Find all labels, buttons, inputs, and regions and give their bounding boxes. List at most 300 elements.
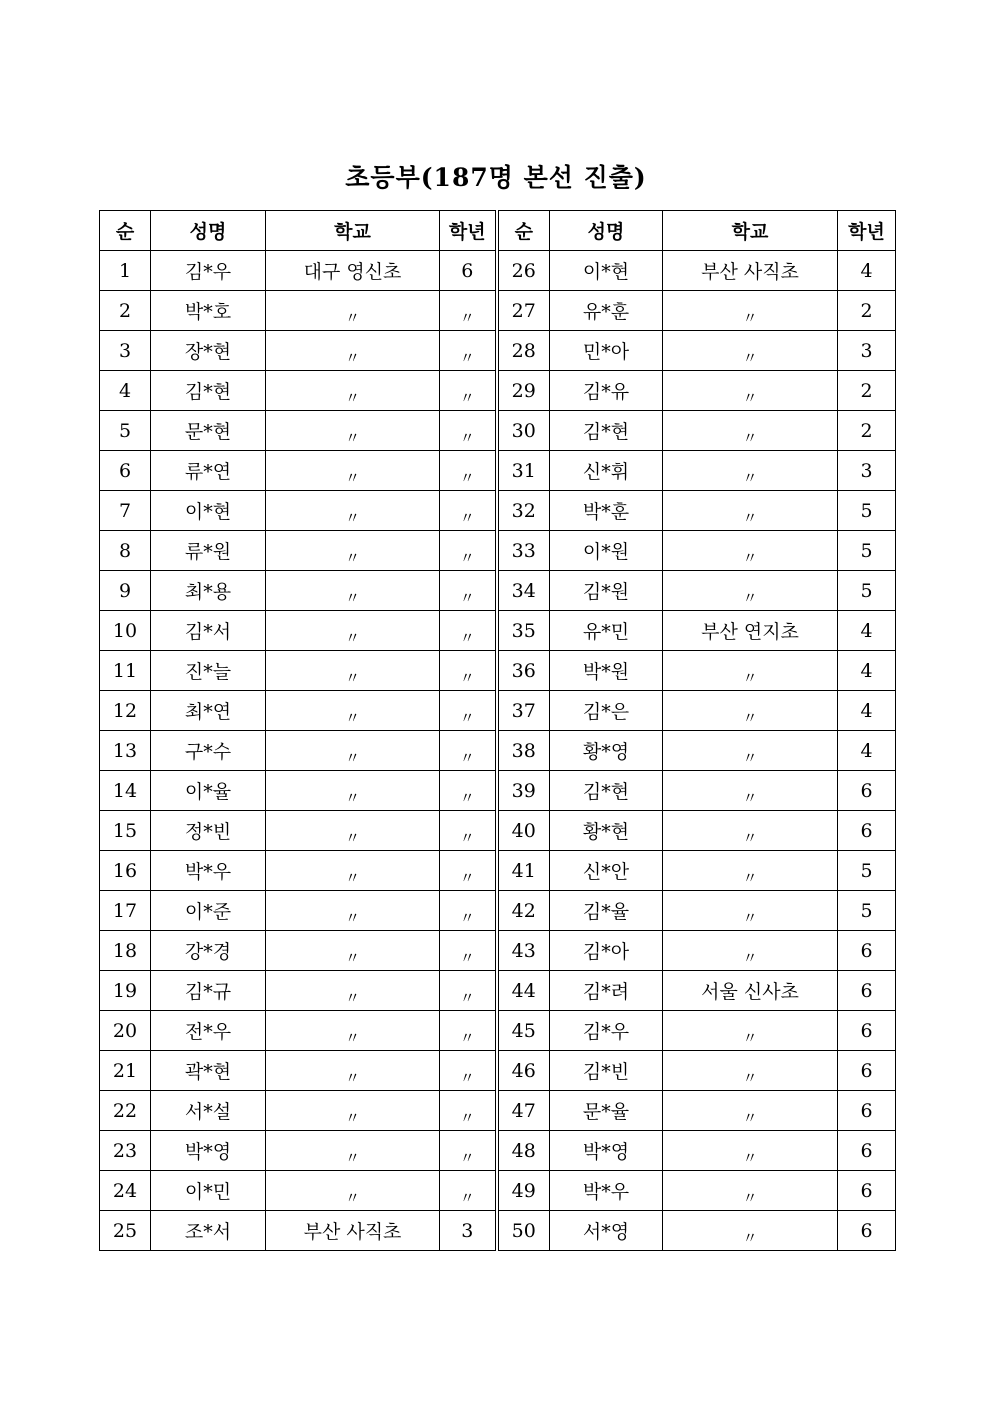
ditto-mark: 〃	[344, 908, 360, 927]
cell-name: 류*원	[151, 531, 266, 571]
table-row	[100, 291, 896, 331]
ditto-mark: 〃	[742, 1068, 758, 1087]
cell-school	[266, 851, 440, 891]
cell-no: 16	[100, 851, 151, 891]
ditto-mark: 〃	[344, 388, 360, 407]
cell-school	[663, 571, 838, 611]
cell-name: 서*설	[151, 1091, 266, 1131]
ditto-mark: 〃	[459, 428, 475, 447]
ditto-mark: 〃	[742, 1108, 758, 1127]
cell-grade: 4	[838, 691, 896, 731]
cell-name: 유*훈	[550, 291, 663, 331]
cell-no: 38	[497, 731, 550, 771]
table-row	[100, 971, 896, 1011]
ditto-mark: 〃	[742, 1188, 758, 1207]
cell-name: 이*현	[550, 251, 663, 291]
ditto-mark: 〃	[344, 1068, 360, 1087]
ditto-mark: 〃	[742, 468, 758, 487]
table-row	[100, 891, 896, 931]
table-row	[100, 851, 896, 891]
cell-grade: 6	[838, 1091, 896, 1131]
ditto-mark: 〃	[344, 708, 360, 727]
table-row	[100, 491, 896, 531]
cell-school	[266, 1171, 440, 1211]
cell-no: 50	[497, 1211, 550, 1251]
header-name: 성명	[550, 211, 663, 251]
cell-grade: 6	[838, 1211, 896, 1251]
table-row	[100, 1211, 896, 1251]
table-row	[100, 771, 896, 811]
cell-grade	[440, 691, 497, 731]
table-row	[100, 411, 896, 451]
cell-name: 이*민	[151, 1171, 266, 1211]
cell-name: 서*영	[550, 1211, 663, 1251]
ditto-mark: 〃	[459, 348, 475, 367]
table-row	[100, 371, 896, 411]
cell-no: 12	[100, 691, 151, 731]
cell-school	[663, 1211, 838, 1251]
cell-no: 10	[100, 611, 151, 651]
cell-no: 13	[100, 731, 151, 771]
cell-no: 24	[100, 1171, 151, 1211]
table-row	[100, 731, 896, 771]
cell-school	[663, 411, 838, 451]
cell-school: 부산 사직초	[266, 1211, 440, 1251]
cell-no: 4	[100, 371, 151, 411]
cell-grade: 5	[838, 891, 896, 931]
cell-school	[266, 411, 440, 451]
cell-no: 45	[497, 1011, 550, 1051]
cell-school	[266, 491, 440, 531]
ditto-mark: 〃	[344, 988, 360, 1007]
ditto-mark: 〃	[742, 668, 758, 687]
cell-grade	[440, 331, 497, 371]
cell-grade: 2	[838, 411, 896, 451]
ditto-mark: 〃	[344, 948, 360, 967]
cell-school	[266, 291, 440, 331]
cell-no: 37	[497, 691, 550, 731]
cell-grade	[440, 1131, 497, 1171]
cell-no: 18	[100, 931, 151, 971]
cell-school	[266, 651, 440, 691]
cell-name: 조*서	[151, 1211, 266, 1251]
table-row	[100, 811, 896, 851]
cell-school	[266, 931, 440, 971]
cell-no: 9	[100, 571, 151, 611]
cell-school	[266, 1051, 440, 1091]
cell-name: 문*현	[151, 411, 266, 451]
cell-school	[663, 931, 838, 971]
cell-name: 김*현	[550, 771, 663, 811]
header-school: 학교	[266, 211, 440, 251]
ditto-mark: 〃	[459, 1188, 475, 1207]
cell-no: 33	[497, 531, 550, 571]
cell-name: 신*휘	[550, 451, 663, 491]
cell-grade: 6	[838, 771, 896, 811]
ditto-mark: 〃	[344, 748, 360, 767]
cell-school	[663, 731, 838, 771]
ditto-mark: 〃	[459, 708, 475, 727]
cell-grade	[440, 731, 497, 771]
ditto-mark: 〃	[459, 1108, 475, 1127]
cell-no: 23	[100, 1131, 151, 1171]
cell-name: 김*원	[550, 571, 663, 611]
cell-name: 곽*현	[151, 1051, 266, 1091]
cell-school	[663, 331, 838, 371]
ditto-mark: 〃	[459, 628, 475, 647]
ditto-mark: 〃	[742, 748, 758, 767]
table-row	[100, 251, 896, 291]
cell-no: 20	[100, 1011, 151, 1051]
cell-name: 김*현	[550, 411, 663, 451]
cell-school	[663, 691, 838, 731]
header-no: 순	[497, 211, 550, 251]
cell-school	[663, 811, 838, 851]
cell-school	[266, 1091, 440, 1131]
cell-no: 30	[497, 411, 550, 451]
cell-grade: 5	[838, 531, 896, 571]
cell-name: 김*우	[151, 251, 266, 291]
table-row	[100, 1091, 896, 1131]
ditto-mark: 〃	[344, 1148, 360, 1167]
cell-name: 이*율	[151, 771, 266, 811]
ditto-mark: 〃	[742, 828, 758, 847]
cell-school	[266, 771, 440, 811]
cell-grade	[440, 571, 497, 611]
cell-grade: 6	[838, 1011, 896, 1051]
ditto-mark: 〃	[742, 308, 758, 327]
cell-grade: 6	[440, 251, 497, 291]
cell-name: 이*원	[550, 531, 663, 571]
ditto-mark: 〃	[742, 868, 758, 887]
cell-name: 전*우	[151, 1011, 266, 1051]
cell-school	[266, 691, 440, 731]
cell-school	[266, 571, 440, 611]
cell-school: 부산 연지초	[663, 611, 838, 651]
cell-school	[663, 1131, 838, 1171]
cell-grade: 6	[838, 931, 896, 971]
header-school: 학교	[663, 211, 838, 251]
cell-name: 박*원	[550, 651, 663, 691]
ditto-mark: 〃	[459, 1028, 475, 1047]
page-title: 초등부(187명 본선 진출)	[345, 163, 647, 192]
cell-no: 3	[100, 331, 151, 371]
cell-school: 부산 사직초	[663, 251, 838, 291]
cell-name: 최*용	[151, 571, 266, 611]
cell-grade	[440, 651, 497, 691]
cell-name: 이*현	[151, 491, 266, 531]
cell-grade: 6	[838, 971, 896, 1011]
ditto-mark: 〃	[344, 588, 360, 607]
cell-grade: 3	[838, 331, 896, 371]
cell-grade	[440, 1051, 497, 1091]
ditto-mark: 〃	[742, 428, 758, 447]
ditto-mark: 〃	[742, 508, 758, 527]
cell-grade	[440, 291, 497, 331]
cell-school	[663, 771, 838, 811]
cell-name: 박*우	[151, 851, 266, 891]
cell-no: 40	[497, 811, 550, 851]
cell-school	[663, 1091, 838, 1131]
table-row	[100, 1171, 896, 1211]
cell-name: 유*민	[550, 611, 663, 651]
ditto-mark: 〃	[459, 908, 475, 927]
table-row	[100, 1011, 896, 1051]
cell-no: 11	[100, 651, 151, 691]
ditto-mark: 〃	[459, 788, 475, 807]
cell-no: 27	[497, 291, 550, 331]
cell-no: 28	[497, 331, 550, 371]
cell-grade: 3	[838, 451, 896, 491]
cell-grade	[440, 611, 497, 651]
ditto-mark: 〃	[344, 348, 360, 367]
cell-no: 29	[497, 371, 550, 411]
cell-no: 25	[100, 1211, 151, 1251]
table-row	[100, 691, 896, 731]
cell-no: 48	[497, 1131, 550, 1171]
ditto-mark: 〃	[459, 548, 475, 567]
ditto-mark: 〃	[459, 868, 475, 887]
ditto-mark: 〃	[344, 628, 360, 647]
cell-grade: 6	[838, 811, 896, 851]
ditto-mark: 〃	[459, 1068, 475, 1087]
cell-school	[663, 451, 838, 491]
cell-name: 김*빈	[550, 1051, 663, 1091]
table-row	[100, 651, 896, 691]
cell-no: 17	[100, 891, 151, 931]
ditto-mark: 〃	[344, 1028, 360, 1047]
cell-grade	[440, 531, 497, 571]
cell-school	[663, 291, 838, 331]
cell-name: 김*아	[550, 931, 663, 971]
cell-grade	[440, 811, 497, 851]
cell-no: 1	[100, 251, 151, 291]
cell-name: 박*영	[151, 1131, 266, 1171]
ditto-mark: 〃	[742, 588, 758, 607]
cell-no: 2	[100, 291, 151, 331]
ditto-mark: 〃	[344, 468, 360, 487]
table-row	[100, 451, 896, 491]
cell-name: 김*려	[550, 971, 663, 1011]
cell-name: 정*빈	[151, 811, 266, 851]
cell-grade	[440, 451, 497, 491]
ditto-mark: 〃	[344, 1108, 360, 1127]
header-row	[100, 211, 896, 251]
cell-no: 39	[497, 771, 550, 811]
ditto-mark: 〃	[344, 668, 360, 687]
ditto-mark: 〃	[344, 828, 360, 847]
cell-name: 강*경	[151, 931, 266, 971]
ditto-mark: 〃	[459, 1148, 475, 1167]
ditto-mark: 〃	[344, 508, 360, 527]
cell-school	[266, 731, 440, 771]
cell-grade: 4	[838, 251, 896, 291]
cell-grade	[440, 971, 497, 1011]
cell-school	[266, 891, 440, 931]
cell-grade	[440, 1171, 497, 1211]
ditto-mark: 〃	[459, 468, 475, 487]
cell-school: 대구 영신초	[266, 251, 440, 291]
cell-name: 김*우	[550, 1011, 663, 1051]
cell-no: 5	[100, 411, 151, 451]
ditto-mark: 〃	[742, 1228, 758, 1247]
table-row	[100, 1131, 896, 1171]
cell-name: 진*늘	[151, 651, 266, 691]
header-no: 순	[100, 211, 151, 251]
ditto-mark: 〃	[742, 548, 758, 567]
ditto-mark: 〃	[742, 948, 758, 967]
cell-grade	[440, 771, 497, 811]
ditto-mark: 〃	[742, 1148, 758, 1167]
cell-grade: 5	[838, 491, 896, 531]
cell-name: 김*유	[550, 371, 663, 411]
cell-grade: 4	[838, 611, 896, 651]
cell-school	[663, 851, 838, 891]
table-row	[100, 1051, 896, 1091]
cell-grade	[440, 371, 497, 411]
table-row	[100, 531, 896, 571]
cell-name: 문*율	[550, 1091, 663, 1131]
cell-no: 41	[497, 851, 550, 891]
cell-school	[266, 451, 440, 491]
cell-school: 서울 신사초	[663, 971, 838, 1011]
roster-table	[99, 210, 896, 1251]
cell-grade: 2	[838, 371, 896, 411]
ditto-mark: 〃	[344, 1188, 360, 1207]
ditto-mark: 〃	[459, 588, 475, 607]
header-grade: 학년	[838, 211, 896, 251]
cell-name: 최*연	[151, 691, 266, 731]
cell-grade	[440, 931, 497, 971]
cell-name: 박*우	[550, 1171, 663, 1211]
cell-school	[663, 1011, 838, 1051]
cell-name: 민*아	[550, 331, 663, 371]
cell-name: 김*현	[151, 371, 266, 411]
cell-school	[663, 891, 838, 931]
cell-name: 황*영	[550, 731, 663, 771]
ditto-mark: 〃	[344, 868, 360, 887]
cell-grade: 6	[838, 1051, 896, 1091]
ditto-mark: 〃	[459, 828, 475, 847]
ditto-mark: 〃	[742, 788, 758, 807]
table-row	[100, 931, 896, 971]
cell-no: 42	[497, 891, 550, 931]
cell-grade	[440, 1011, 497, 1051]
cell-no: 36	[497, 651, 550, 691]
cell-grade	[440, 491, 497, 531]
ditto-mark: 〃	[459, 508, 475, 527]
cell-name: 황*현	[550, 811, 663, 851]
ditto-mark: 〃	[344, 428, 360, 447]
ditto-mark: 〃	[459, 388, 475, 407]
cell-no: 31	[497, 451, 550, 491]
cell-school	[663, 1171, 838, 1211]
ditto-mark: 〃	[344, 548, 360, 567]
cell-grade	[440, 1091, 497, 1131]
ditto-mark: 〃	[459, 748, 475, 767]
cell-no: 6	[100, 451, 151, 491]
cell-grade: 5	[838, 851, 896, 891]
cell-name: 김*규	[151, 971, 266, 1011]
cell-name: 신*안	[550, 851, 663, 891]
cell-school	[663, 651, 838, 691]
cell-school	[266, 371, 440, 411]
cell-school	[663, 531, 838, 571]
table-row	[100, 571, 896, 611]
cell-name: 김*서	[151, 611, 266, 651]
cell-name: 박*영	[550, 1131, 663, 1171]
cell-name: 장*현	[151, 331, 266, 371]
cell-school	[266, 971, 440, 1011]
cell-grade: 6	[838, 1171, 896, 1211]
header-name: 성명	[151, 211, 266, 251]
cell-grade: 2	[838, 291, 896, 331]
cell-school	[266, 1011, 440, 1051]
cell-school	[266, 1131, 440, 1171]
cell-name: 구*수	[151, 731, 266, 771]
cell-school	[663, 1051, 838, 1091]
cell-no: 34	[497, 571, 550, 611]
cell-no: 32	[497, 491, 550, 531]
cell-name: 이*준	[151, 891, 266, 931]
cell-no: 43	[497, 931, 550, 971]
cell-no: 26	[497, 251, 550, 291]
ditto-mark: 〃	[742, 388, 758, 407]
cell-school	[266, 331, 440, 371]
ditto-mark: 〃	[344, 308, 360, 327]
cell-grade	[440, 891, 497, 931]
cell-no: 14	[100, 771, 151, 811]
cell-no: 19	[100, 971, 151, 1011]
cell-school	[266, 611, 440, 651]
cell-no: 8	[100, 531, 151, 571]
ditto-mark: 〃	[459, 308, 475, 327]
ditto-mark: 〃	[344, 788, 360, 807]
cell-name: 김*은	[550, 691, 663, 731]
cell-grade: 5	[838, 571, 896, 611]
cell-no: 47	[497, 1091, 550, 1131]
cell-no: 21	[100, 1051, 151, 1091]
ditto-mark: 〃	[459, 668, 475, 687]
table-row	[100, 331, 896, 371]
ditto-mark: 〃	[459, 988, 475, 1007]
ditto-mark: 〃	[742, 908, 758, 927]
cell-name: 박*훈	[550, 491, 663, 531]
cell-school	[266, 811, 440, 851]
cell-grade: 3	[440, 1211, 497, 1251]
cell-no: 44	[497, 971, 550, 1011]
cell-no: 15	[100, 811, 151, 851]
cell-no: 22	[100, 1091, 151, 1131]
cell-name: 류*연	[151, 451, 266, 491]
cell-no: 7	[100, 491, 151, 531]
cell-grade	[440, 411, 497, 451]
ditto-mark: 〃	[742, 708, 758, 727]
cell-school	[663, 491, 838, 531]
cell-no: 35	[497, 611, 550, 651]
cell-grade: 4	[838, 651, 896, 691]
cell-grade: 6	[838, 1131, 896, 1171]
cell-no: 46	[497, 1051, 550, 1091]
cell-name: 박*호	[151, 291, 266, 331]
header-grade: 학년	[440, 211, 497, 251]
ditto-mark: 〃	[459, 948, 475, 967]
ditto-mark: 〃	[742, 1028, 758, 1047]
ditto-mark: 〃	[742, 348, 758, 367]
cell-name: 김*율	[550, 891, 663, 931]
cell-school	[663, 371, 838, 411]
cell-grade: 4	[838, 731, 896, 771]
